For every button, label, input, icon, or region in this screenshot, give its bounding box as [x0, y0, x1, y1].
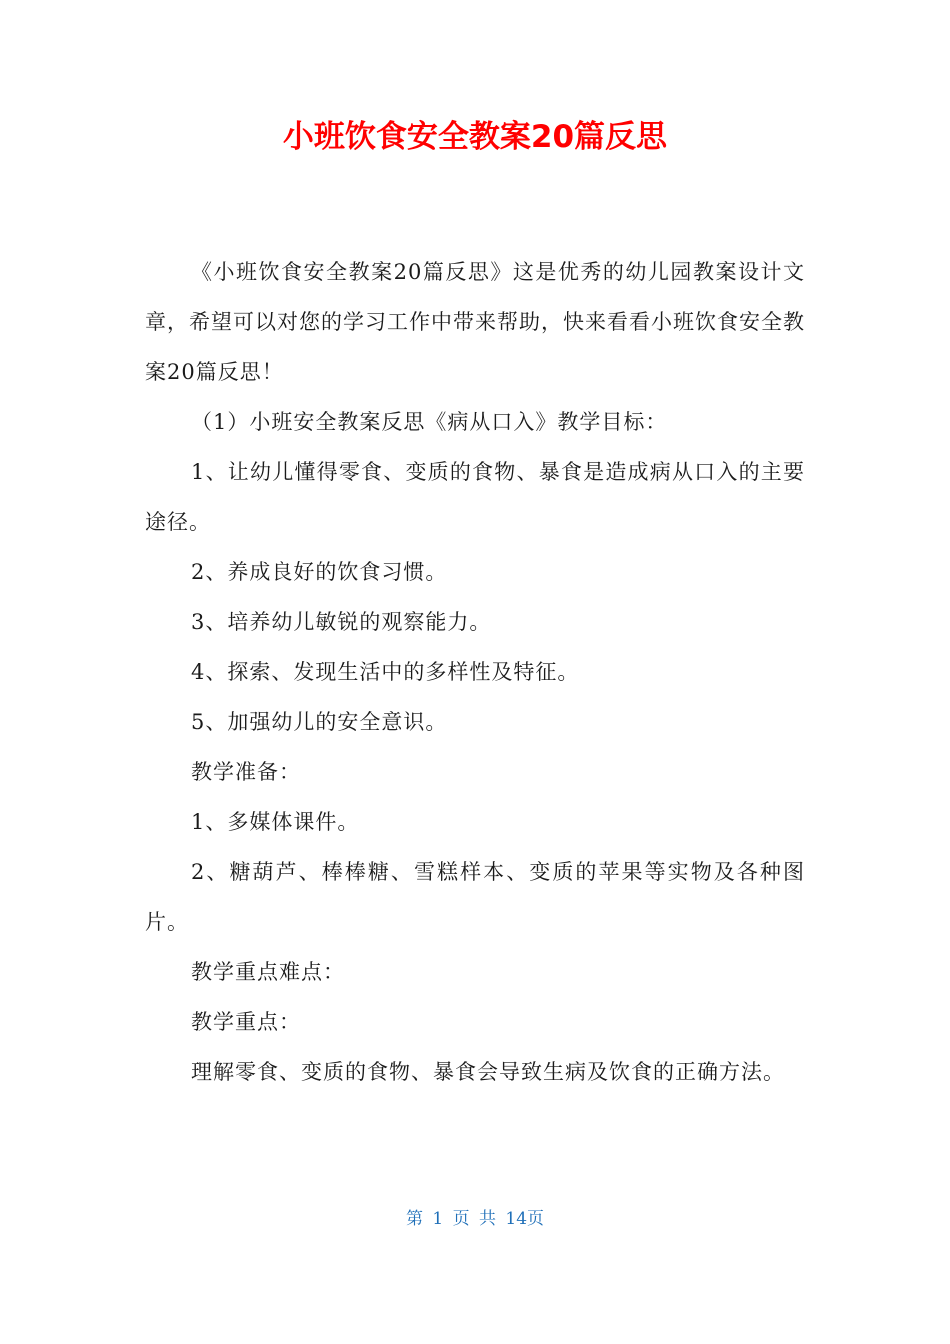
section-heading: （1）小班安全教案反思《病从口入》教学目标：: [191, 410, 668, 434]
key-point-subheading: 教学重点：: [191, 1010, 301, 1034]
preparation-item: 2、糖葫芦、棒棒糖、雪糕样本、变质的苹果等实物及各种图片。: [145, 860, 805, 934]
document-title: 小班饮食安全教案20篇反思: [282, 119, 668, 155]
goal-item: 5、加强幼儿的安全意识。: [191, 710, 448, 734]
preparation-item: 1、多媒体课件。: [191, 810, 360, 834]
goal-item: 1、让幼儿懂得零食、变质的食物、暴食是造成病从口入的主要途径。: [145, 460, 805, 534]
goal-item: 3、培养幼儿敏锐的观察能力。: [191, 610, 492, 634]
goal-item: 2、养成良好的饮食习惯。: [191, 560, 448, 584]
intro-paragraph: 《小班饮食安全教案20篇反思》这是优秀的幼儿园教案设计文章，希望可以对您的学习工作中带来帮助，快来看看小班饮食安全教案20篇反思！: [145, 260, 805, 384]
document-body: [145, 247, 805, 1097]
key-points-heading: 教学重点难点：: [191, 960, 345, 984]
goal-item: 4、探索、发现生活中的多样性及特征。: [191, 660, 580, 684]
preparation-heading: 教学准备：: [191, 760, 301, 784]
page-footer: 第 1 页 共 14页: [405, 1209, 545, 1229]
key-point-text: 理解零食、变质的食物、暴食会导致生病及饮食的正确方法。: [191, 1060, 785, 1084]
